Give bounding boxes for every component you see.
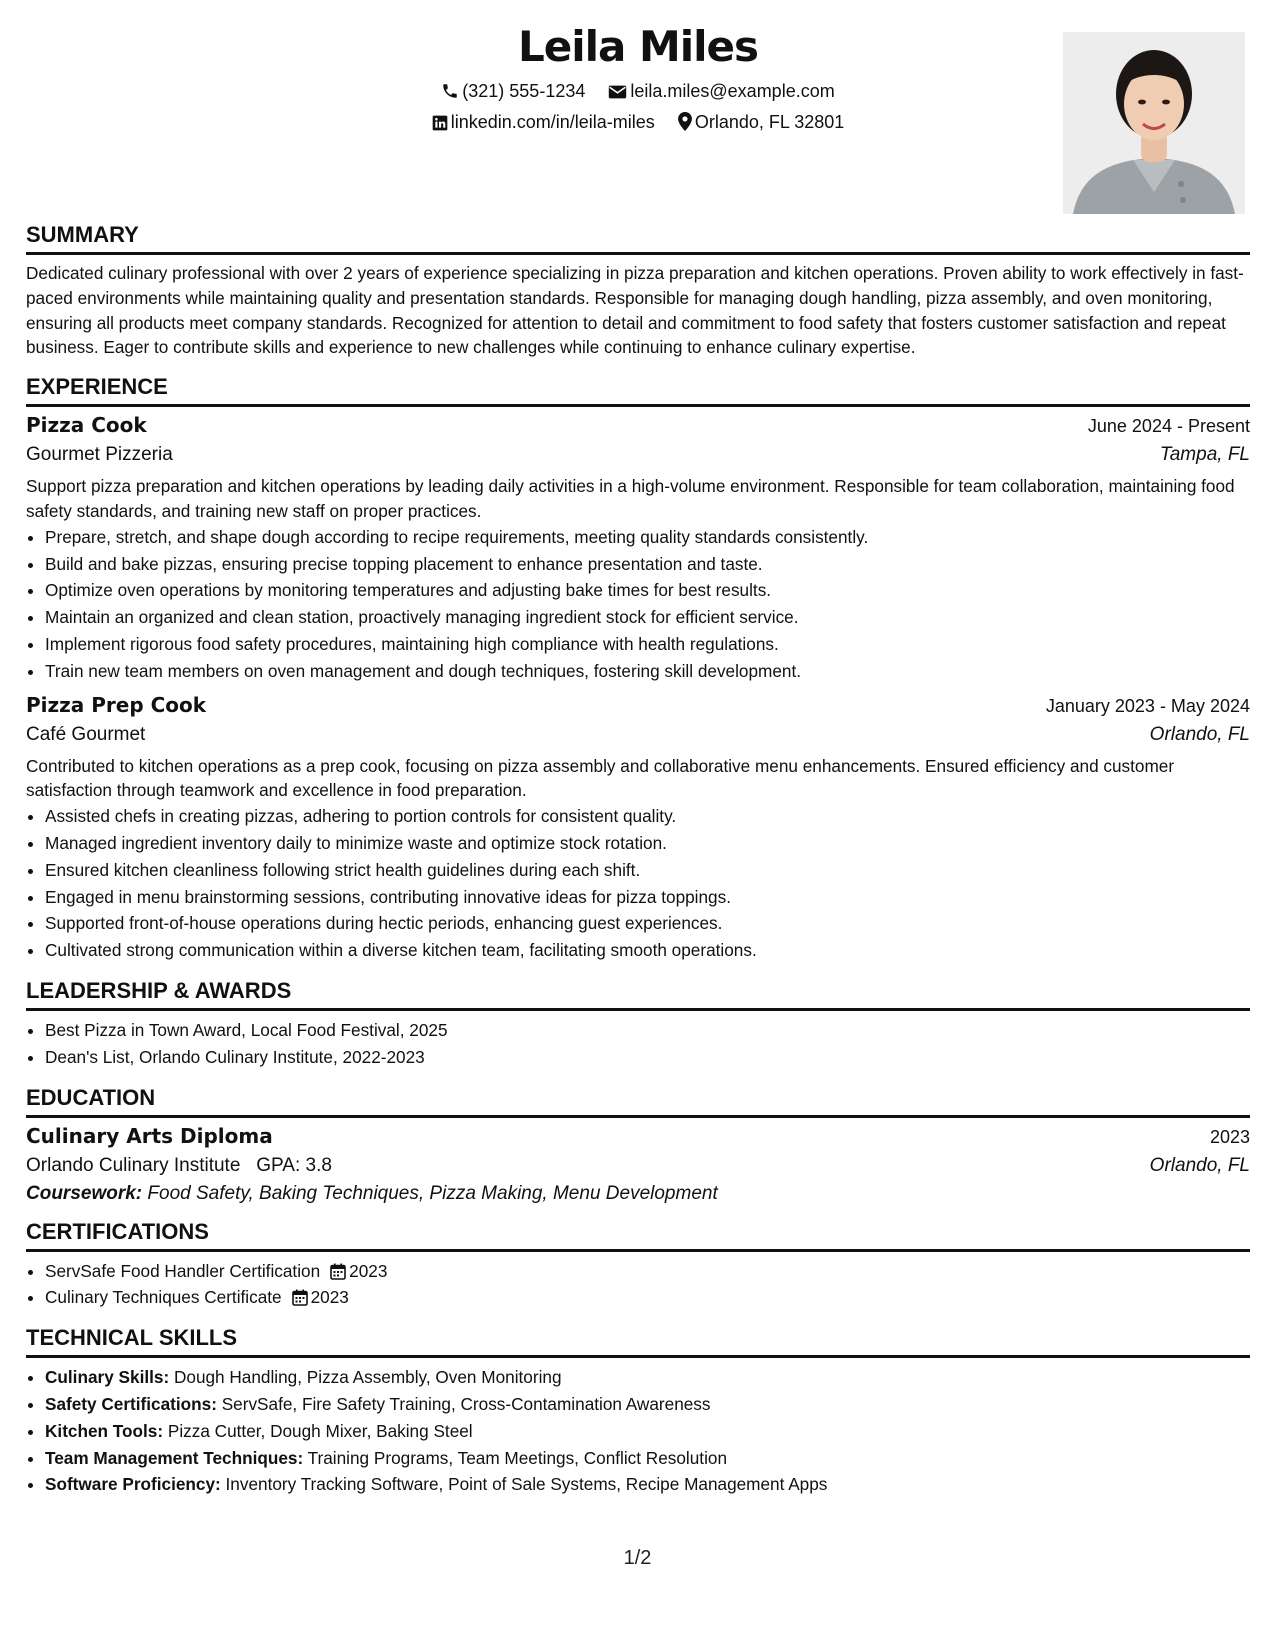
list-item: • Prepare, stretch, and shape dough according to recipe requirements, meeting quality standards consistently.: [45, 524, 1250, 551]
linkedin-text: linkedin.com/in/leila-miles: [450, 111, 655, 132]
job-company: Café Gourmet: [26, 723, 146, 745]
list-item: [45, 1418, 1250, 1445]
skills-section: [26, 1325, 1250, 1498]
list-item: [45, 1364, 1250, 1391]
cert-year: 2023: [349, 1260, 388, 1281]
job-bullets: [26, 803, 1250, 964]
list-item: • Cultivated strong communication within a diverse kitchen team, facilitating smooth operations.: [45, 937, 1250, 964]
coursework-label: Coursework:: [26, 1182, 143, 1204]
cert-name: Culinary Techniques Certificate: [45, 1287, 282, 1308]
list-item: • Maintain an organized and clean station, proactively managing ingredient stock for efficient service.: [45, 604, 1250, 631]
list-item: • Engaged in menu brainstorming sessions, contributing innovative ideas for pizza toppings.: [45, 884, 1250, 911]
skill-value: Inventory Tracking Software, Point of Sale Systems, Recipe Management Apps: [225, 1474, 828, 1495]
list-item: • Train new team members on oven management and dough techniques, fostering skill development.: [45, 658, 1250, 685]
job-location: Orlando, FL: [1149, 723, 1250, 745]
job-title: Pizza Cook: [26, 413, 147, 438]
list-item: • Assisted chefs in creating pizzas, adhering to portion controls for consistent quality.: [45, 803, 1250, 830]
leadership-heading: LEADERSHIP & AWARDS: [26, 978, 1250, 1011]
education-location: Orlando, FL: [1149, 1154, 1250, 1176]
experience-section: [26, 374, 1250, 964]
awards-list: [26, 1017, 1250, 1071]
candidate-name: Leila Miles: [517, 22, 759, 71]
skill-value: Pizza Cutter, Dough Mixer, Baking Steel: [167, 1420, 473, 1441]
skill-label: Team Management Techniques:: [45, 1447, 304, 1468]
list-item: • Ensured kitchen cleanliness following strict health guidelines during each shift.: [45, 857, 1250, 884]
list-item: [45, 1284, 1250, 1311]
list-item: • Managed ingredient inventory daily to minimize waste and optimize stock rotation.: [45, 830, 1250, 857]
job-dates: January 2023 - May 2024: [1045, 695, 1250, 716]
job-title: Pizza Prep Cook: [26, 692, 207, 717]
school-name: Orlando Culinary Institute: [26, 1154, 241, 1176]
page-number: 1/2: [623, 1547, 652, 1569]
certifications-list: [26, 1258, 1250, 1312]
degree-title: Culinary Arts Diploma: [26, 1123, 273, 1148]
list-item: • Best Pizza in Town Award, Local Food Festival, 2025: [45, 1017, 1250, 1044]
skill-label: Kitchen Tools:: [45, 1420, 164, 1441]
job-entry: [26, 413, 1250, 684]
gpa: GPA: 3.8: [256, 1154, 332, 1176]
resume-header: [26, 0, 1250, 222]
certifications-section: [26, 1219, 1250, 1312]
job-bullets: [26, 524, 1250, 685]
phone-icon: [441, 81, 462, 101]
calendar-icon: [320, 1261, 349, 1281]
phone-text: (321) 555-1234: [462, 80, 586, 101]
education-section: [26, 1085, 1250, 1205]
skill-value: ServSafe, Fire Safety Training, Cross-Contamination Awareness: [221, 1393, 711, 1414]
cert-name: ServSafe Food Handler Certification: [45, 1260, 321, 1281]
list-item: [45, 1471, 1250, 1498]
email-contact[interactable]: [608, 81, 834, 102]
email-text: leila.miles@example.com: [630, 80, 835, 101]
list-item: [45, 1445, 1250, 1472]
job-description: Contributed to kitchen operations as a prep cook, focusing on pizza assembly and collaborative menu enhancements. Ensured efficiency and customer satisfaction through teamwork and excellence in food preparation.: [26, 755, 1175, 801]
list-item: • Dean's List, Orlando Culinary Institute, 2022-2023: [45, 1044, 1250, 1071]
phone-contact: [441, 81, 585, 102]
education-heading: EDUCATION: [26, 1085, 1250, 1118]
list-item: [45, 1258, 1250, 1285]
job-description: Support pizza preparation and kitchen operations by leading daily activities in a high-volume environment. Responsible for team collaboration, maintaining food safety standards, and training new staff on proper practices.: [26, 476, 1235, 521]
certifications-heading: CERTIFICATIONS: [26, 1219, 1250, 1252]
summary-section: [26, 222, 1250, 360]
location-contact: [678, 112, 844, 133]
location-text: Orlando, FL 32801: [694, 111, 845, 132]
skill-label: Culinary Skills:: [45, 1367, 170, 1388]
leadership-section: [26, 978, 1250, 1071]
skills-heading: TECHNICAL SKILLS: [26, 1325, 1250, 1358]
skill-value: Dough Handling, Pizza Assembly, Oven Monitoring: [173, 1367, 562, 1388]
job-dates: June 2024 - Present: [1087, 416, 1250, 437]
cert-year: 2023: [310, 1287, 349, 1308]
job-entry: [26, 693, 1250, 964]
skill-value: Training Programs, Team Meetings, Conflict Resolution: [307, 1447, 728, 1468]
coursework-list: Food Safety, Baking Techniques, Pizza Making, Menu Development: [147, 1182, 718, 1204]
calendar-icon: [282, 1287, 311, 1307]
skill-label: Software Proficiency:: [45, 1474, 221, 1495]
job-location: Tampa, FL: [1159, 444, 1250, 466]
map-pin-icon: [678, 112, 695, 132]
linkedin-contact[interactable]: [432, 112, 655, 133]
resume-page: [26, 0, 1250, 1512]
envelope-icon: [608, 81, 630, 101]
summary-text: Dedicated culinary professional with over 2 years of experience specializing in pizza preparation and kitchen operations. Proven ability to work effectively in fast-paced environments while maintaining quality and presentation standards. Responsible for managing dough handling, pizza assembly, and oven monitoring, ensuring all products meet company standards. Recognized for attention to detail and commitment to food safety that fosters customer satisfaction and repeat business. Eager to contribute skills and experience to new challenges while continuing to enhance culinary expertise.: [26, 263, 1244, 358]
list-item: • Supported front-of-house operations during hectic periods, enhancing guest experiences.: [45, 910, 1250, 937]
skills-list: [26, 1364, 1250, 1498]
experience-heading: EXPERIENCE: [26, 374, 1250, 407]
list-item: [45, 1391, 1250, 1418]
list-item: • Optimize oven operations by monitoring temperatures and adjusting bake times for best results.: [45, 577, 1250, 604]
linkedin-icon: [432, 112, 451, 132]
profile-photo: [1063, 32, 1245, 214]
job-company: Gourmet Pizzeria: [26, 444, 173, 466]
list-item: • Build and bake pizzas, ensuring precise topping placement to enhance presentation and taste.: [45, 551, 1250, 578]
education-year: 2023: [1209, 1126, 1250, 1147]
list-item: • Implement rigorous food safety procedures, maintaining high compliance with health regulations.: [45, 631, 1250, 658]
summary-heading: SUMMARY: [26, 222, 1250, 255]
coursework: [26, 1183, 1250, 1205]
skill-label: Safety Certifications:: [45, 1393, 217, 1414]
